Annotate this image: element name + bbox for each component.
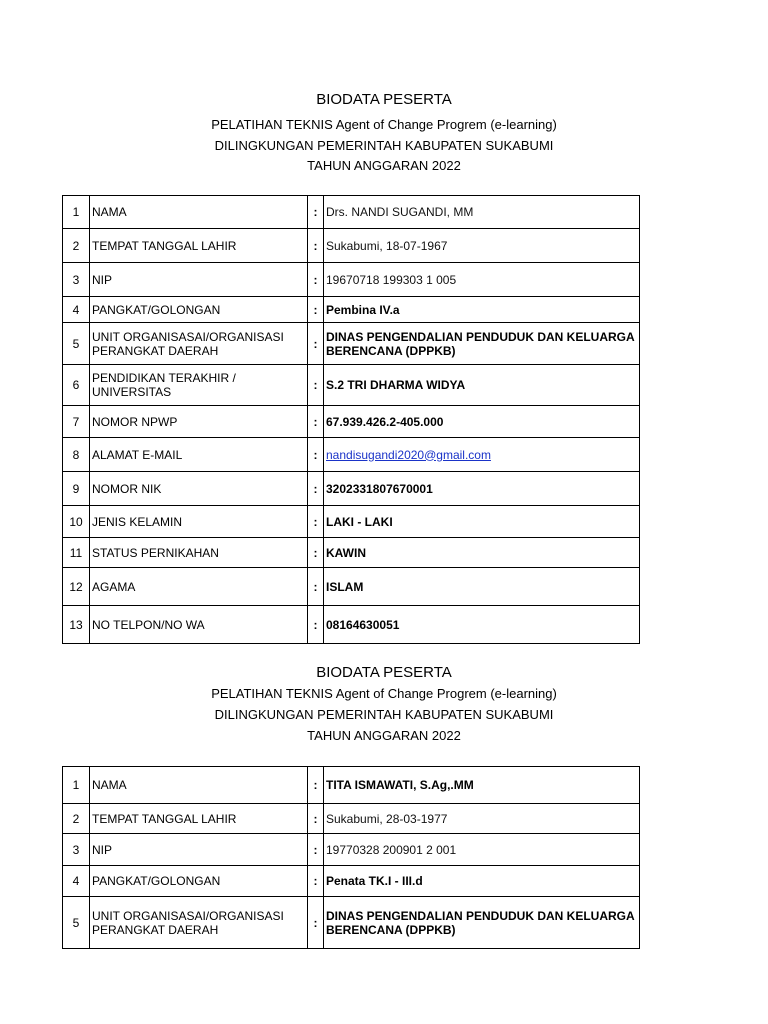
colon-separator: : [308,897,324,949]
colon-separator: : [308,866,324,897]
field-value-kelamin: LAKI - LAKI [324,506,640,538]
row-number: 5 [63,323,90,365]
field-label: UNIT ORGANISASAI/ORGANISASI PERANGKAT DAERAH [90,897,308,949]
colon-separator: : [308,438,324,472]
email-link[interactable]: nandisugandi2020@gmail.com [326,447,491,462]
field-label: PENDIDIKAN TERAKHIR / UNIVERSITAS [90,365,308,406]
field-label: ALAMAT E-MAIL [90,438,308,472]
row-number: 1 [63,767,90,804]
field-value-ttl: Sukabumi, 28-03-1977 [324,804,640,834]
field-label: TEMPAT TANGGAL LAHIR [90,229,308,263]
colon-separator: : [308,538,324,568]
table-row [63,472,640,506]
colon-separator: : [308,606,324,644]
field-label: PANGKAT/GOLONGAN [90,297,308,323]
table-row [63,897,640,949]
row-number: 6 [63,365,90,406]
row-number: 5 [63,897,90,949]
field-label: NAMA [90,767,308,804]
table-row [63,229,640,263]
colon-separator: : [308,568,324,606]
field-value-telpon: 08164630051 [324,606,640,644]
table-row [63,834,640,866]
row-number: 12 [63,568,90,606]
table-row [63,406,640,438]
field-value-agama: ISLAM [324,568,640,606]
section2-subtitle-year: TAHUN ANGGARAN 2022 [307,728,461,743]
field-value-nama: TITA ISMAWATI, S.Ag,.MM [324,767,640,804]
table-row [63,568,640,606]
colon-separator: : [308,406,324,438]
table-row [63,606,640,644]
section2-subtitle-training: PELATIHAN TEKNIS Agent of Change Progrem (e-learning) [211,686,557,701]
field-value-nama: Drs. NANDI SUGANDI, MM [324,196,640,229]
table-row [63,538,640,568]
biodata-table-2 [62,766,640,949]
section1-subtitle-government: DILINGKUNGAN PEMERINTAH KABUPATEN SUKABUMI [214,138,554,153]
section2-title: BIODATA PESERTA [316,664,452,681]
table-row [63,506,640,538]
table-row [63,263,640,297]
row-number: 3 [63,834,90,866]
table-row [63,365,640,406]
section2-subtitle-government: DILINGKUNGAN PEMERINTAH KABUPATEN SUKABUMI [214,707,554,722]
colon-separator: : [308,804,324,834]
field-value-unit: DINAS PENGENDALIAN PENDUDUK DAN KELUARGA BERENCANA (DPPKB) [324,323,640,365]
field-label: PANGKAT/GOLONGAN [90,866,308,897]
table-row [63,438,640,472]
colon-separator: : [308,297,324,323]
field-value-nip: 19770328 200901 2 001 [324,834,640,866]
row-number: 4 [63,297,90,323]
field-label: AGAMA [90,568,308,606]
field-label: JENIS KELAMIN [90,506,308,538]
colon-separator: : [308,767,324,804]
colon-separator: : [308,229,324,263]
table-row [63,866,640,897]
field-label: UNIT ORGANISASAI/ORGANISASI PERANGKAT DAERAH [90,323,308,365]
field-value-unit: DINAS PENGENDALIAN PENDUDUK DAN KELUARGA BERENCANA (DPPKB) [324,897,640,949]
biodata-table-1 [62,195,640,644]
row-number: 4 [63,866,90,897]
colon-separator: : [308,323,324,365]
field-label: TEMPAT TANGGAL LAHIR [90,804,308,834]
table-row [63,196,640,229]
colon-separator: : [308,472,324,506]
field-label: NOMOR NIK [90,472,308,506]
table-row [63,297,640,323]
field-label: NIP [90,263,308,297]
field-value-nik: 3202331807670001 [324,472,640,506]
colon-separator: : [308,834,324,866]
row-number: 2 [63,804,90,834]
field-label: NOMOR NPWP [90,406,308,438]
field-value-pangkat: Penata TK.I - III.d [324,866,640,897]
row-number: 8 [63,438,90,472]
field-value-nip: 19670718 199303 1 005 [324,263,640,297]
section1-subtitle-year: TAHUN ANGGARAN 2022 [307,158,461,173]
field-value-pendidikan: S.2 TRI DHARMA WIDYA [324,365,640,406]
field-value-pangkat: Pembina IV.a [324,297,640,323]
row-number: 7 [63,406,90,438]
colon-separator: : [308,196,324,229]
section1-title: BIODATA PESERTA [316,91,452,108]
table-row [63,804,640,834]
row-number: 13 [63,606,90,644]
colon-separator: : [308,506,324,538]
field-value-ttl: Sukabumi, 18-07-1967 [324,229,640,263]
section1-subtitle-training: PELATIHAN TEKNIS Agent of Change Progrem (e-learning) [211,117,557,132]
row-number: 10 [63,506,90,538]
field-label: NAMA [90,196,308,229]
field-label: NIP [90,834,308,866]
field-value-npwp: 67.939.426.2-405.000 [324,406,640,438]
field-label: NO TELPON/NO WA [90,606,308,644]
row-number: 9 [63,472,90,506]
colon-separator: : [308,263,324,297]
row-number: 3 [63,263,90,297]
table-row [63,767,640,804]
field-label: STATUS PERNIKAHAN [90,538,308,568]
row-number: 2 [63,229,90,263]
colon-separator: : [308,365,324,406]
field-value-pernikahan: KAWIN [324,538,640,568]
row-number: 11 [63,538,90,568]
row-number: 1 [63,196,90,229]
table-row [63,323,640,365]
